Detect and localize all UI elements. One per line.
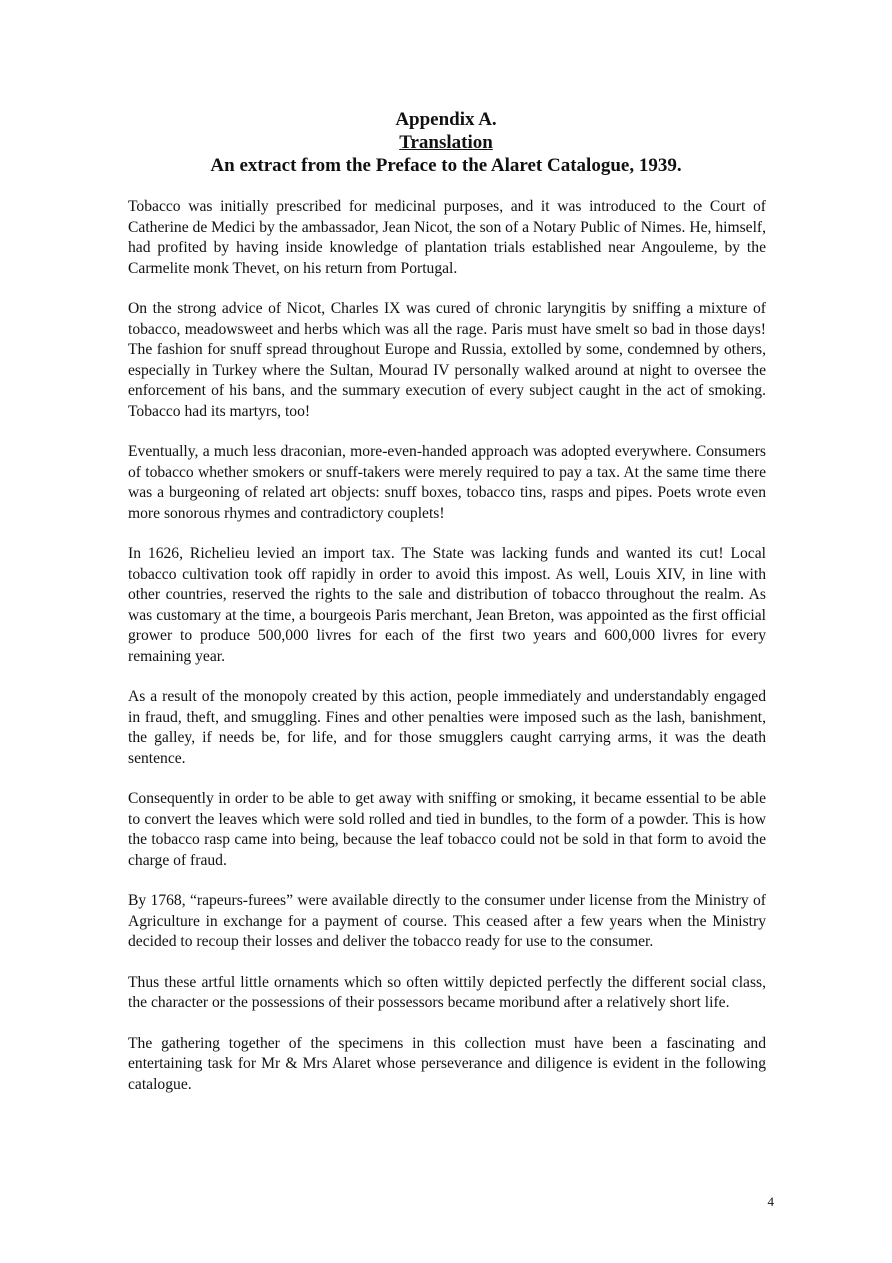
paragraph: By 1768, “rapeurs-furees” were available directly to the consumer under license from the Ministry of Agriculture in exchange for a payment of course. This ceased after a few years when the Ministry decided to recoup their losses and deliver the tobacco ready for use to the consumer.: [128, 892, 766, 950]
extract-heading: An extract from the Preface to the Alaret Catalogue, 1939.: [210, 155, 682, 176]
paragraph: Eventually, a much less draconian, more-even-handed approach was adopted everywhere. Consumers of tobacco whether smokers or snuff-takers were merely required to pay a tax. At the same time there was a burgeoning of related art objects: snuff boxes, tobacco tins, rasps and pipes. Poets wrote even more sonorous rhymes and contradictory couplets!: [128, 443, 766, 522]
document-header: [0, 108, 892, 177]
appendix-title: Appendix A.: [395, 109, 497, 130]
page-number: 4: [767, 1194, 774, 1209]
paragraph: Consequently in order to be able to get away with sniffing or smoking, it became essential to be able to convert the leaves which were sold rolled and tied in bundles, to the form of a powder. This is how the tobacco rasp came into being, because the leaf tobacco could not be sold in that form to avoid the charge of fraud.: [128, 790, 766, 869]
paragraph: As a result of the monopoly created by this action, people immediately and understandably engaged in fraud, theft, and smuggling. Fines and other penalties were imposed such as the lash, banishment, the galley, if needs be, for life, and for those smugglers caught carrying arms, it was the death sentence.: [128, 688, 766, 767]
paragraph: The gathering together of the specimens in this collection must have been a fascinating and entertaining task for Mr & Mrs Alaret whose perseverance and diligence is evident in the following catalogue.: [128, 1034, 766, 1093]
paragraph: On the strong advice of Nicot, Charles IX was cured of chronic laryngitis by sniffing a mixture of tobacco, meadowsweet and herbs which was all the rage. Paris must have smelt so bad in those days! The fashion for snuff spread throughout Europe and Russia, extolled by some, condemned by others, especially in Turkey where the Sultan, Mourad IV personally walked around at night to oversee the enforcement of his bans, and the summary execution of every subject caught in the act of smoking. Tobacco had its martyrs, too!: [128, 300, 766, 420]
translation-subtitle: Translation: [399, 132, 493, 153]
paragraph: Tobacco was initially prescribed for medicinal purposes, and it was introduced to the Court of Catherine de Medici by the ambassador, Jean Nicot, the son of a Notary Public of Nimes. He, himself, had profited by having inside knowledge of plantation trials established near Angouleme, by the Carmelite monk Thevet, on his return from Portugal.: [128, 198, 766, 277]
paragraph: In 1626, Richelieu levied an import tax. The State was lacking funds and wanted its cut! Local tobacco cultivation took off rapidly in order to avoid this impost. As well, Louis XIV, in line with other countries, reserved the rights to the sale and distribution of tobacco throughout the realm. As was customary at the time, a bourgeois Paris merchant, Jean Breton, was appointed as the first official grower to produce 500,000 livres for each of the first two years and 600,000 livres for every remaining year.: [128, 545, 766, 665]
body-text: [128, 197, 766, 1115]
paragraph: Thus these artful little ornaments which so often wittily depicted perfectly the different social class, the character or the possessions of their possessors became moribund after a relatively short life.: [128, 973, 766, 1011]
